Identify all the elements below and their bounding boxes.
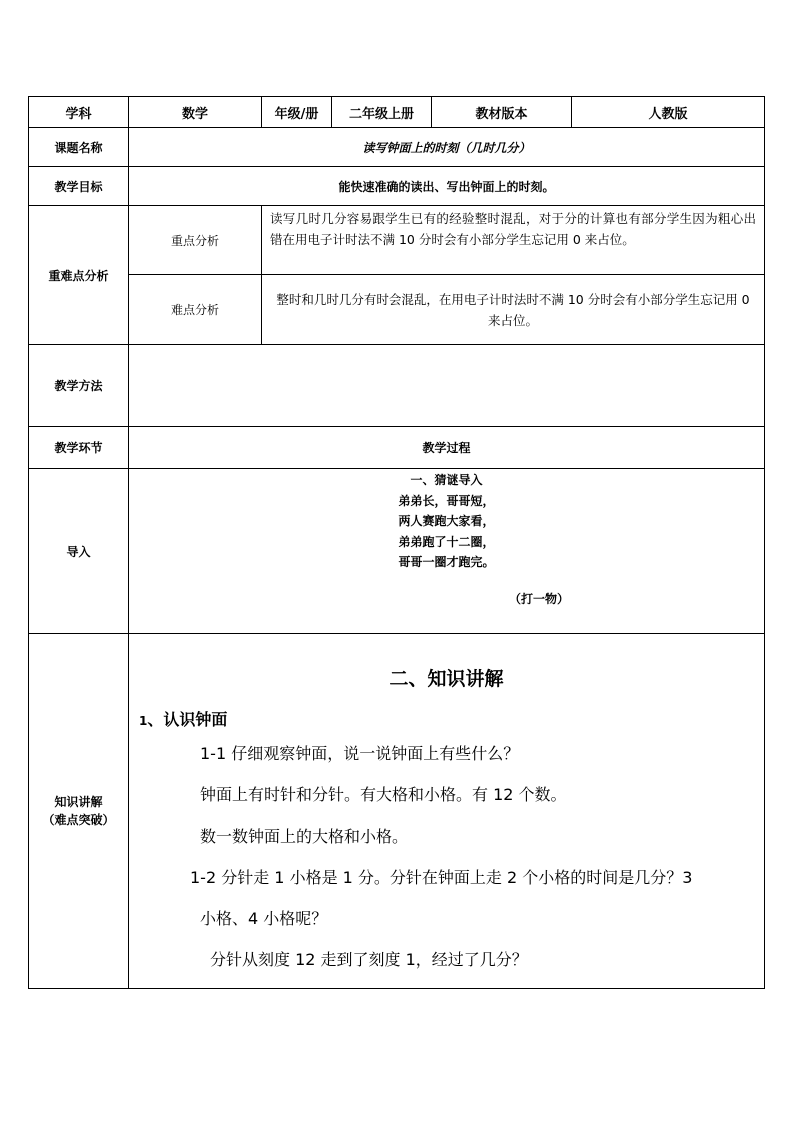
difficult-analysis-label: 难点分析 <box>129 275 262 345</box>
difficult-analysis-row <box>29 275 765 345</box>
knowledge-label-line2: （难点突破） <box>42 813 115 827</box>
riddle-line: 弟弟跑了十二圈， <box>398 534 495 549</box>
knowledge-paragraph: 小格、4 小格呢？ <box>200 909 328 928</box>
process-label: 教学过程 <box>129 427 765 469</box>
subject-value: 数学 <box>129 97 262 128</box>
topic-value: 读写钟面上的时刻（几时几分） <box>129 128 765 167</box>
riddle-answer-hint: （打一物） <box>508 591 569 606</box>
intro-content <box>129 469 765 634</box>
knowledge-label <box>29 634 129 989</box>
lesson-plan-table <box>28 96 765 989</box>
subheading-text: 、认识钟面 <box>147 710 228 729</box>
key-analysis-row <box>29 206 765 275</box>
edition-value: 人教版 <box>572 97 765 128</box>
riddle-title: 一、猜谜导入 <box>410 473 483 487</box>
key-analysis-label: 重点分析 <box>129 206 262 275</box>
header-row <box>29 97 765 128</box>
knowledge-paragraph: 钟面上有时针和分针。有大格和小格。有 12 个数。 <box>200 785 567 804</box>
riddle-line: 弟弟长，哥哥短， <box>398 493 495 508</box>
knowledge-label-line1: 知识讲解 <box>54 795 103 809</box>
intro-row <box>29 469 765 634</box>
goal-row <box>29 167 765 206</box>
topic-row <box>29 128 765 167</box>
knowledge-subheading <box>139 707 764 730</box>
key-analysis-text: 读写几时几分容易跟学生已有的经验整时混乱，对于分的计算也有部分学生因为粗心出错在用电子计时法不满 10 分时会有小部分学生忘记用 0 来占位。 <box>262 206 765 275</box>
riddle-line: 两人赛跑大家看， <box>398 514 495 528</box>
analysis-label: 重难点分析 <box>29 206 129 345</box>
knowledge-content <box>129 634 765 989</box>
subject-label: 学科 <box>29 97 129 128</box>
grade-label: 年级/册 <box>262 97 332 128</box>
difficult-analysis-text: 整时和几时几分有时会混乱，在用电子计时法时不满 10 分时会有小部分学生忘记用 0 来占位。 <box>262 275 765 345</box>
riddle-line: 哥哥一圈才跑完。 <box>398 555 495 569</box>
process-header-row <box>29 427 765 469</box>
intro-label: 导入 <box>29 469 129 634</box>
knowledge-paragraph: 1-1 仔细观察钟面，说一说钟面上有些什么？ <box>200 744 520 763</box>
edition-label: 教材版本 <box>432 97 572 128</box>
topic-label: 课题名称 <box>29 128 129 167</box>
riddle <box>129 470 764 609</box>
process-stage-label: 教学环节 <box>29 427 129 469</box>
knowledge-paragraph: 1-2 分针走 1 小格是 1 分。分针在钟面上走 2 个小格的时间是几分？3 <box>190 868 693 887</box>
goal-label: 教学目标 <box>29 167 129 206</box>
knowledge-paragraph: 数一数钟面上的大格和小格。 <box>200 827 409 846</box>
method-value <box>129 345 765 427</box>
knowledge-row <box>29 634 765 989</box>
method-row <box>29 345 765 427</box>
subheading-number: 1 <box>139 714 148 728</box>
knowledge-paragraph: 分针从刻度 12 走到了刻度 1，经过了几分？ <box>210 950 528 969</box>
goal-value: 能快速准确的读出、写出钟面上的时刻。 <box>129 167 765 206</box>
method-label: 教学方法 <box>29 345 129 427</box>
grade-value: 二年级上册 <box>332 97 432 128</box>
knowledge-heading: 二、知识讲解 <box>389 668 504 690</box>
